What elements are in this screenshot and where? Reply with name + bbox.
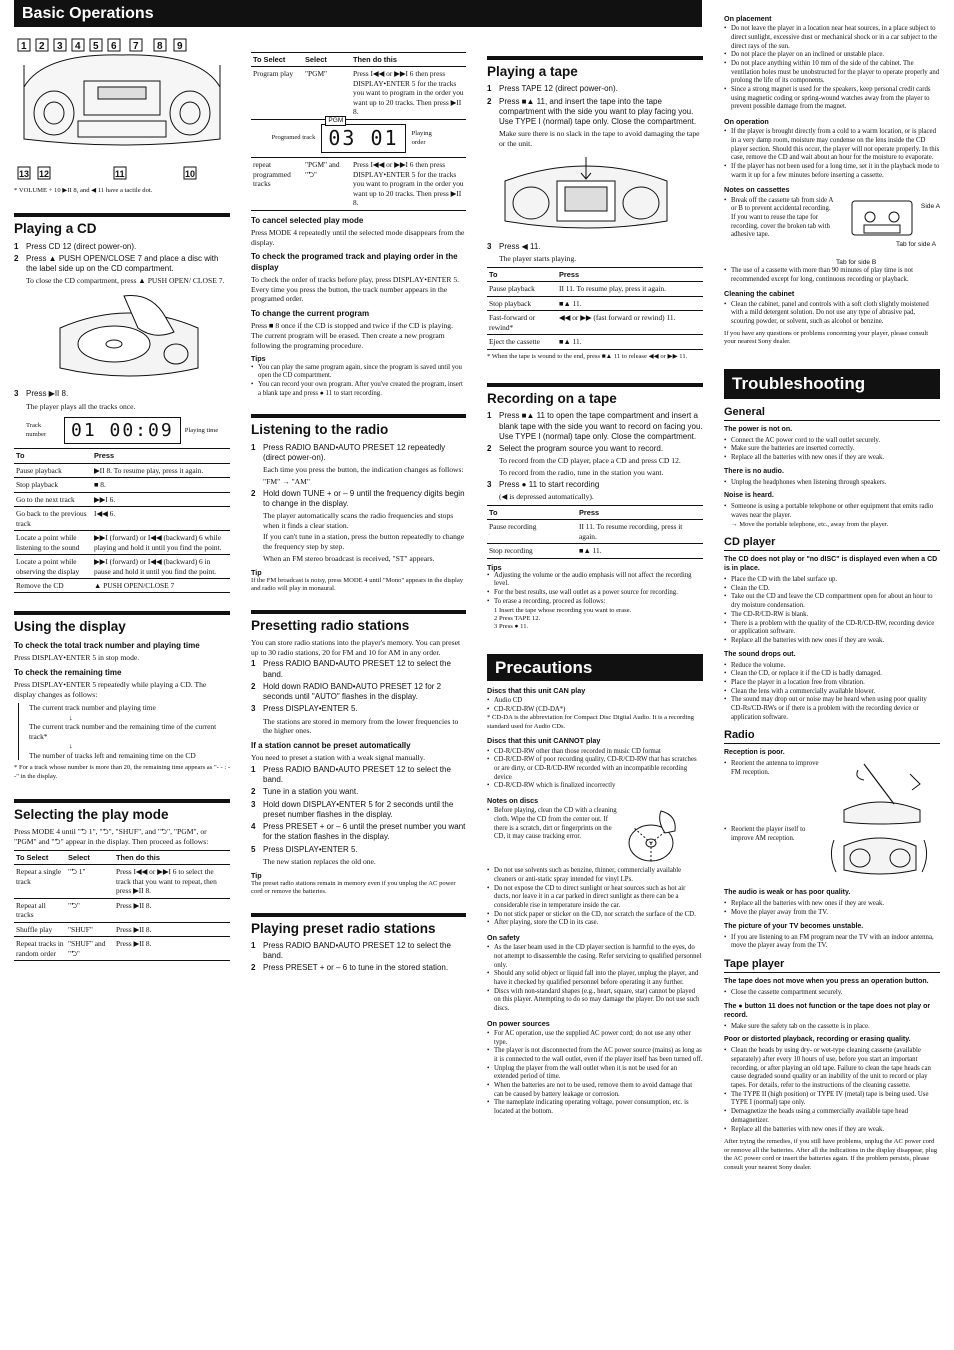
trouble-item-title: The power is not on. (724, 425, 793, 433)
trouble-item-title: The sound drops out. (724, 650, 796, 658)
trouble-item-title: The CD does not play or "no dISC" is displayed even when a CD is in place. (724, 556, 938, 573)
record-step-2: 2 Select the program source you want to record. (487, 444, 664, 454)
manual-step-4: 4 Press PRESET + or – 6 until the preset number you want for the station flashes in the display. (251, 822, 466, 842)
list-item: • Do not place anything within 10 mm of the side of the cabinet. The ventilation holes must be unobstructed for the player to operate properly and prolong the life of its components. (724, 60, 940, 86)
tape-player-subheading: Tape player (724, 957, 940, 973)
trouble-list (724, 900, 940, 917)
column-2 (251, 52, 466, 976)
radio-note: The player automatically scans the radio frequencies and stops when it finds a clear station. (263, 511, 454, 530)
troubleshooting-banner: Troubleshooting (724, 369, 940, 399)
program-tips (251, 364, 466, 399)
table-row: Program play "PGM" Press I◀◀ or ▶▶I 6 then press DISPLAY•ENTER 5 for the tracks you want to program in the order you want up to 20 tracks. Then press ▶II 8. (251, 67, 466, 119)
table-row: Repeat a single track "⮌ 1" Press I◀◀ or ▶▶I 6 to select the track that you want to repeat, then press ▶II 8. (14, 865, 230, 898)
manual-step-5: 5 Press DISPLAY•ENTER 5. (251, 844, 358, 854)
list-item: • Take out the CD and leave the CD compartment open for about an hour to dry moisture condensation. (724, 593, 940, 610)
list-item: • Someone is using a portable telephone or other equipment that emits radio waves near the player. (724, 503, 940, 520)
radio-subheading: Radio (724, 728, 940, 744)
cleaning-list (724, 301, 940, 327)
using-display-heading: Using the display (14, 611, 230, 635)
callout: 4 (75, 41, 81, 52)
cancel-mode-subheading: To cancel selected play mode (251, 215, 364, 225)
list-item: • Unplug the headphones when listening through speakers. (724, 479, 940, 488)
radio-tip-title: Tip (251, 567, 262, 577)
list-item: • Clean the cabinet, panel and controls with a soft cloth slightly moistened with a mild detergent solution. Do not use any type of abrasive pad, scouring powder, or solvent, such as alcohol or benzine. (724, 301, 940, 327)
record-tips-title: Tips (487, 562, 502, 572)
radio-note: When an FM stereo broadcast is received, "ST" appears. (263, 553, 435, 563)
list-item: • Do not leave the player in a location near heat sources, in a place subject to direct sunlight, excessive dust or mechanical shock or in a car subject to the direct rays of the sun. (724, 25, 940, 51)
table-row: Pause playback ▶II 8. To resume play, press it again. (14, 463, 230, 477)
radio-heading: Listening to the radio (251, 414, 466, 438)
trouble-list (724, 934, 940, 951)
table-row: Remove the CD ▲ PUSH OPEN/CLOSE 7 (14, 579, 230, 593)
trouble-arrow-note: → Move the portable telephone, etc., away from the player. (731, 520, 889, 528)
cassette-icon (850, 199, 920, 239)
callout: 2 (39, 41, 45, 52)
preset-step-2: 2 Hold down RADIO BAND•AUTO PRESET 12 for 2 seconds until "AUTO" flashes in the display. (251, 681, 442, 702)
table-row: Stop recording ■▲ 11. (487, 544, 703, 558)
list-item: • To erase a recording, proceed as follows: (487, 598, 703, 607)
table-row: repeat programmed tracks "PGM" and "⮌" Press I◀◀ or ▶▶I 6 then press DISPLAY•ENTER 5 for the tracks you want to program in the order you want up to 20 tracks. Then press ▶II 8. (251, 158, 466, 210)
callout: 10 (185, 169, 196, 179)
display-flow: The current track number and playing time ↓ The current track number and the remaining time of the current track* ↓ The number of tracks left and remaining time on the CD (18, 703, 230, 760)
list-item: • After playing, store the CD in its case. (487, 919, 703, 928)
cd-step-3: 3 Press ▶II 8. (14, 389, 69, 399)
trouble-item-title: Noise is heard. (724, 492, 774, 500)
table-row: Go to the next track ▶▶I 6. (14, 492, 230, 506)
table-row: Repeat all tracks "⮌" Press ▶II 8. (14, 898, 230, 922)
tape-insert-figure (501, 151, 671, 237)
cd-step-2: 2 Press ▲ PUSH OPEN/CLOSE 7 and place a disc with the label side up on the CD compartment. (14, 253, 219, 274)
tab-a-label: Tab for side A (896, 240, 936, 248)
record-heading: Recording on a tape (487, 383, 703, 407)
list-item: • For the best results, use wall outlet as a power source for recording. (487, 589, 703, 598)
trouble-item-title: The tape does not move when you press an operation button. (724, 978, 929, 986)
list-item: • The player is not disconnected from the AC power source (mains) as long as it is connected to the wall outlet, even if the player itself has been turned off. (487, 1047, 703, 1064)
cassette-subheading: Notes on cassettes (724, 185, 790, 195)
list-item: • Clean the lens with a commercially available blower. (724, 688, 940, 697)
table-row: Stop playback ■▲ 11. (487, 296, 703, 310)
list-item: 2 Press TAPE 12. (494, 614, 541, 622)
cleaning-subheading: Cleaning the cabinet (724, 289, 795, 299)
preset-tip: The preset radio stations remain in memory even if you unplug the AC power cord or remove the batteries. (251, 879, 456, 896)
callout: 13 (19, 169, 30, 179)
basic-operations-banner: Basic Operations (14, 0, 702, 27)
flow-step: The current track number and playing time (29, 703, 156, 713)
precautions-banner: Precautions (487, 654, 703, 681)
list-item: • Do not expose the CD to direct sunlight or heat sources such as hot air ducts, nor leave it in a car parked in direct sunlight as there can be a considerable rise in temperature inside the car. (487, 885, 703, 911)
cd-player-subheading: CD player (724, 535, 940, 551)
tape-note: * When the tape is wound to the end, press ■▲ 11 to release ◀◀ or ▶▶ 11. (487, 352, 688, 360)
list-item: • CD-R/CD-RW which is finalized incorrectly (487, 782, 703, 791)
table-row: Locate a point while listening to the sound ▶▶I (forward) or I◀◀ (backward) 6 while playing and hold it until you find the point. (14, 531, 230, 555)
player-front-figure (14, 35, 230, 187)
manual-step-5-note: The new station replaces the old one. (263, 856, 376, 866)
list-item: • Audio CD (487, 697, 703, 706)
tape-operations-table: To Press Pause playback II 11. To resume play, press it again. Stop playback ■▲ 11. Fast-forward or rewind* ◀◀ or ▶▶ (fast forward or rewind) 11. Eject the cassette ■▲ 11. (487, 267, 703, 350)
list-item: • When the batteries are not to be used, remove them to avoid damage that can be caused by battery leakage or corrosion. (487, 1082, 703, 1099)
callout: 8 (157, 41, 163, 52)
list-item: • Make sure the safety tab on the cassette is in place. (724, 1023, 940, 1032)
disc-notes-subheading: Notes on discs (487, 795, 539, 805)
pgm-badge: PGM (325, 116, 346, 126)
play-mode-table: To Select Select Then do this Repeat a single track "⮌ 1" Press I◀◀ or ▶▶I 6 to select the track that you want to repeat, then press ▶II 8. Repeat all tracks "⮌" Press ▶II 8. Shuffle play "SHUF" Press ▶II 8. Repeat tracks in random order "SHUF" and "⮌" Press ▶II 8. (14, 850, 230, 961)
callout: 3 (57, 41, 63, 52)
list-item: • Do not stick paper or sticker on the CD, nor scratch the surface of the CD. (487, 911, 703, 920)
cancel-mode-text: Press MODE 4 repeatedly until the selected mode disappears from the display. (251, 227, 465, 247)
list-item: • Before playing, clean the CD with a cleaning cloth. Wipe the CD from the center out. If there is a scratch, dirt or fingerprints on the CD, it may cause tracking error. (487, 807, 617, 842)
callout: 5 (93, 41, 99, 52)
trouble-list (724, 1047, 940, 1134)
list-item: 3 Press ● 11. (494, 623, 529, 631)
preset-step-3: 3 Press DISPLAY•ENTER 5. (251, 704, 358, 714)
list-item: • Reduce the volume. (724, 662, 940, 671)
operation-list (724, 128, 940, 180)
playing-cd-heading: Playing a CD (14, 213, 230, 237)
placement-list (724, 25, 940, 112)
cd-step-1: 1 Press CD 12 (direct power-on). (14, 241, 137, 251)
manual-step-3: 3 Hold down DISPLAY•ENTER 5 for 2 seconds until the preset number flashes in the display. (251, 799, 454, 819)
manual-step-1: 1 Press RADIO BAND•AUTO PRESET 12 to select the band. (251, 765, 451, 785)
list-item: • CD-R/CD-RW other than those recorded in music CD format (487, 748, 703, 757)
record-step-3-note: (◀ is depressed automatically). (499, 491, 594, 501)
list-item: • Replace all the batteries with new ones if they are weak. (724, 1126, 940, 1135)
trouble-item-title: Poor or distorted playback, recording or erasing quality. (724, 1036, 911, 1044)
tape-step-3-note: The player starts playing. (499, 254, 577, 264)
preset-step-1: 1 Press RADIO BAND•AUTO PRESET 12 to select the band. (251, 659, 451, 679)
player-diagram (14, 35, 230, 185)
list-item: • The CD-R/CD-RW is blank. (724, 611, 940, 620)
radio-step-1-note: Each time you press the button, the indication changes as follows: (263, 465, 464, 475)
callout: 7 (133, 41, 139, 52)
list-item: • Clean the heads by using dry- or wet-type cleaning cassette (available separately) after every 10 hours of use, before you start an important recording, or after playing an old tape. Failure to clean the tape heads can cause degraded sound quality or an inability of the unit to record or play tapes. For details, refer to the instructions of the cleaning cassette. (724, 1047, 940, 1090)
list-item: • The nameplate indicating operating voltage, power consumption, etc. is located at the bottom. (487, 1099, 703, 1116)
list-item: • The TYPE II (high position) or TYPE IV (metal) tape is being used. Use TYPE I (normal) tape only. (724, 1091, 940, 1108)
can-play-list (487, 697, 703, 714)
program-tips-title: Tips (251, 354, 266, 364)
list-item: • If the player has not been used for a long time, set it in the playback mode to warm it up for a few minutes before inserting a cassette. (724, 163, 940, 180)
record-tips (487, 572, 703, 607)
trouble-list (724, 576, 940, 646)
tab-b-label: Tab for side B (836, 258, 877, 266)
trouble-item-title: Reception is poor. (724, 749, 785, 757)
preset-heading: Presetting radio stations (251, 610, 466, 634)
play-mode-intro: Press MODE 4 until "⮌ 1", "⮌", "SHUF", and "⮌", "PGM", or "PGM" and "⮌" appear in the display. Then proceed as follows: (14, 827, 209, 847)
cassette-figure (840, 197, 940, 259)
safety-subheading: On safety (487, 932, 520, 942)
radio-step-2: 2 Hold down TUNE + or – 9 until the frequency digits begin to change in the display. (251, 488, 465, 508)
flow-step: The number of tracks left and remaining time on the CD (29, 750, 196, 760)
list-item: • You can record your own program. After you've created the program, insert a blank tape and press ● 11 to start recording. (251, 381, 466, 398)
trouble-list (724, 989, 940, 998)
tape-step-3: 3 Press ◀ 11. (487, 241, 541, 251)
tape-step-2: 2 Press ■▲ 11, and insert the tape into the tape compartment with the side you want to play facing you. Use TYPE I (normal) tape only. Close the compartment. (487, 96, 697, 126)
fm-reception-row (724, 760, 940, 826)
preset-intro: You can store radio stations into the player's memory. You can preset up to 30 radio stations, 20 for FM and 10 for AM in any order. (251, 638, 461, 657)
list-item: • Break off the cassette tab from side A or B to prevent accidental recording. If you want to reuse the tape for recording, cover the broken tab with adhesive tape. (724, 197, 836, 240)
preset-play-step-1: 1 Press RADIO BAND•AUTO PRESET 12 to select the band. (251, 940, 451, 961)
radio-note: If you can't tune in a station, press the button repeatedly to change the frequency step by step. (263, 532, 465, 552)
cd-insert-figure (54, 288, 204, 384)
total-track-subheading: To check the total track number and playing time (14, 640, 200, 650)
check-program-text: To check the order of tracks before play, press DISPLAY•ENTER 5. Every time you press the button, the track number appears in the programed order. (251, 274, 460, 304)
record-note: To record from the radio, tune in the station you want. (499, 467, 664, 477)
callout: 1 (21, 41, 27, 52)
list-item: • For AC operation, use the supplied AC power cord; do not use any other type. (487, 1030, 703, 1047)
play-mode-heading: Selecting the play mode (14, 799, 230, 823)
display-note: * For a track whose number is more than 20, the remaining time appears as "- - : - -" in the display. (14, 764, 231, 780)
callout: 9 (177, 41, 183, 52)
flow-step: The current track number and the remaining time of the current track* (29, 722, 217, 741)
table-row: Pause recording II 11. To resume recording, press it again. (487, 520, 703, 544)
operation-subheading: On operation (724, 117, 769, 127)
figure-note: * VOLUME + 10 ▶II 8, and ◀ 11 have a tactile dot. (14, 187, 153, 194)
list-item: • The use of a cassette with more than 90 minutes of play time is not recommended except for long, continuous recording or playback. (724, 267, 940, 284)
after-remedies-text: After trying the remedies, if you still have problems, unplug the AC power cord or remove all the batteries. After all the indications in the display disappear, plug the AC power cord or insert the batteries again. If the problem persists, please consult your nearest Sony dealer. (724, 1138, 938, 1171)
cannot-play-subheading: Discs that this unit CANNOT play (487, 736, 601, 746)
trouble-list (724, 437, 940, 463)
power-list (487, 1030, 703, 1117)
cd-lcd-display: 01 00:09 (64, 417, 181, 444)
record-step-1: 1 Press ■▲ 11 to open the tape compartment and insert a blank tape with the side you want to record on facing you. Use TYPE I (normal) tape only. Close the compartment. (487, 411, 703, 441)
table-row: Locate a point while observing the display ▶▶I (forward) or I◀◀ (backward) 6 in pause and hold it until you find the point. (14, 555, 230, 579)
cd-step-2-note: To close the CD compartment, press ▲ PUSH OPEN/ CLOSE 7. (26, 276, 225, 286)
am-reception-row (724, 826, 940, 884)
general-subheading: General (724, 405, 940, 421)
disc-clean-row (487, 807, 703, 867)
preset-play-step-2: 2 Press PRESET + or – 6 to tune in the stored station. (251, 963, 449, 973)
radio-band-flow: "FM" → "AM" (263, 476, 311, 486)
table-row: Shuffle play "SHUF" Press ▶II 8. (14, 922, 230, 936)
trouble-item-title: The picture of your TV becomes unstable. (724, 922, 864, 930)
lcd-label-programed: Programed track (271, 134, 316, 142)
callout: 12 (39, 169, 50, 179)
list-item: • Move the player away from the TV. (724, 909, 940, 918)
list-item: • Close the cassette compartment securely. (724, 989, 940, 998)
can-play-subheading: Discs that this unit CAN play (487, 685, 586, 695)
list-item: • If the player is brought directly from a cold to a warm location, or is placed in a very damp room, moisture may condense on the lens inside the CD player section. Should this occur, the player will not operate properly. In this case, remove the CD and wait about an hour for the moisture to evaporate. (724, 128, 940, 163)
change-program-subheading: To change the current program (251, 309, 370, 319)
list-item: • Replace all the batteries with new ones if they are weak. (724, 637, 940, 646)
list-item: • Since a strong magnet is used for the speakers, keep personal credit cards using magnetic coding or spring-wound watches away from the player to prevent possible damage from the magnet. (724, 86, 940, 112)
list-item: • CD-R/CD-RW of poor recording quality, CD-R/CD-RW that has scratches or are dirty, or CD-R/CD-RW recorded with an incompatible recording device (487, 756, 703, 782)
reorient-figure (824, 826, 934, 884)
program-lcd-display: 03 01 (321, 124, 405, 154)
program-lcd-figure (251, 116, 466, 154)
manual-preset-subheading: If a station cannot be preset automatically (251, 741, 411, 751)
lcd-label-time: Playing time (184, 426, 219, 434)
trouble-item-title: The audio is weak or has poor quality. (724, 889, 851, 897)
total-track-text: Press DISPLAY•ENTER 5 in stop mode. (14, 652, 140, 662)
callout: 11 (115, 169, 125, 179)
list-item: • The sound may drop out or noise may be heard when using poor quality CD-Rs/CD-RWs or if there is a problem with the recording device or application software. (724, 696, 940, 722)
list-item: • Demagnetize the heads using a commercially available tape head demagnetizer. (724, 1108, 940, 1125)
trouble-item-title: There is no audio. (724, 467, 784, 475)
cd-operations-table: To Press Pause playback ▶II 8. To resume play, press it again. Stop playback ■ 8. Go to the next track ▶▶I 6. Go back to the previous track I◀◀ 6. Locate a point while listening to the sound ▶▶I (forward) or I◀◀ (backward) 6 while playing and hold it until you find the point. Locate a point while observing the display ▶▶I (forward) or I◀◀ (backward) 6 in pause and hold it until you find the point. Remove the CD ▲ PUSH OPEN/CLOSE 7 (14, 448, 230, 593)
list-item: • Place the CD with the label surface up. (724, 576, 940, 585)
lcd-label-track: Track number (26, 422, 47, 438)
preset-tip-title: Tip (251, 870, 262, 880)
record-operations-table: To Press Pause recording II 11. To resume recording, press it again. Stop recording ■▲ 11. (487, 505, 703, 559)
column-3 (487, 56, 703, 1117)
list-item: • If you are listening to an FM program near the TV with an indoor antenna, move the player away from the TV. (724, 934, 940, 951)
preset-play-heading: Playing preset radio stations (251, 913, 466, 937)
cdda-note: * CD-DA is the abbreviation for Compact Disc Digital Audio. It is a recording standard used for Audio CDs. (487, 714, 694, 730)
trouble-list (724, 479, 940, 488)
cd-step-3-note: The player plays all the tracks once. (26, 401, 136, 411)
check-program-subheading: To check the programed track and playing order in the display (251, 252, 458, 272)
safety-list (487, 944, 703, 1014)
list-item: 1 Insert the tape whose recording you want to erase. (494, 606, 632, 614)
table-row: Stop playback ■ 8. (14, 478, 230, 492)
list-item: • There is a problem with the quality of the CD-R/CD-RW, recording device or application software. (724, 620, 940, 637)
cd-lcd-figure (26, 417, 230, 444)
list-item: • Make sure the batteries are inserted correctly. (724, 445, 940, 454)
record-step-3: 3 Press ● 11 to start recording (487, 479, 600, 489)
list-item: • You can play the same program again, since the program is saved until you open the CD compartment. (251, 364, 466, 381)
manual-preset-text: You need to preset a station with a weak signal manually. (251, 753, 425, 763)
list-item: • Do not place the player on an inclined or unstable place. (724, 51, 940, 60)
remaining-time-subheading: To check the remaining time (14, 667, 122, 677)
list-item: • Clean the CD. (724, 585, 940, 594)
placement-subheading: On placement (724, 14, 772, 23)
list-item: • Discs with non-standard shapes (e.g., heart, square, star) cannot be played on this player. Attempting to do so may damage the player. Do not use such discs. (487, 988, 703, 1014)
list-item: • As the laser beam used in the CD player section is harmful to the eyes, do not attempt to disassemble the casing. Refer servicing to qualified personnel only. (487, 944, 703, 970)
list-item: • Connect the AC power cord to the wall outlet securely. (724, 437, 940, 446)
list-item: • Adjusting the volume or the audio emphasis will not affect the recording level. (487, 572, 703, 589)
tape-heading: Playing a tape (487, 56, 703, 80)
side-a-label: Side A (920, 202, 940, 210)
table-row: Repeat tracks in random order "SHUF" and "⮌" Press ▶II 8. (14, 937, 230, 961)
list-item: • Do not use solvents such as benzine, thinner, commercially available cleaners or anti-static spray intended for vinyl LPs. (487, 867, 703, 884)
record-note: To record from the CD player, place a CD and press CD 12. (499, 456, 681, 466)
table-row: Eject the cassette ■▲ 11. (487, 335, 703, 349)
cassette-note-list (724, 267, 940, 284)
list-item: • Unplug the player from the wall outlet when it is not be used for an extended period of time. (487, 1065, 703, 1082)
column-4 (724, 14, 940, 1172)
trouble-item-title: The ● button 11 does not function or the tape does not play or record. (724, 1002, 931, 1019)
preset-step-3-note: The stations are stored in memory from the lower frequencies to the higher ones. (263, 716, 459, 736)
questions-text: If you have any questions or problems concerning your player, please consult your nearest Sony dealer. (724, 329, 929, 346)
list-item: • CD-R/CD-RW (CD-DA*) (487, 706, 703, 715)
disc-cleaning-figure (621, 807, 687, 867)
table-row: Go back to the previous track I◀◀ 6. (14, 507, 230, 531)
column-1 (14, 0, 230, 964)
radio-tip: If the FM broadcast is noisy, press MODE 4 until "Mono" appears in the display and radio will play in monaural. (251, 576, 464, 593)
list-item: • Replace all the batteries with new ones if they are weak. (724, 454, 940, 463)
antenna-figure (824, 760, 934, 826)
list-item: • Reorient the player itself to improve AM reception. (724, 826, 824, 843)
tape-step-1: 1 Press TAPE 12 (direct power-on). (487, 84, 618, 94)
table-row: Pause playback II 11. To resume play, press it again. (487, 282, 703, 296)
table-row: Fast-forward or rewind* ◀◀ or ▶▶ (fast forward or rewind) 11. (487, 311, 703, 335)
program-table: To Select Select Then do this Program play "PGM" Press I◀◀ or ▶▶I 6 then press DISPLAY•ENTER 5 for the tracks you want to program in the order you want up to 20 tracks. Then press ▶II 8. Programed track PGM 03 01 Playing order repeat programmed tracks "PGM" and "⮌" Press I◀◀ or ▶▶I 6 then press DISPLAY•ENTER 5 for the tracks you want to program in the order you want up to 20 tracks. Then press ▶II 8. (251, 52, 466, 211)
list-item: • Clean the CD, or replace it if the CD is badly damaged. (724, 670, 940, 679)
list-item: • Replace all the batteries with new ones if they are weak. (724, 900, 940, 909)
list-item: • Place the player in a location free from vibration. (724, 679, 940, 688)
disc-notes-list (487, 867, 703, 928)
callout: 6 (111, 41, 117, 52)
lcd-label-order: Playing order (411, 130, 432, 146)
remaining-time-text: Press DISPLAY•ENTER 5 repeatedly while playing a CD. The display changes as follows: (14, 679, 207, 699)
cannot-play-list (487, 748, 703, 791)
radio-step-1: 1 Press RADIO BAND•AUTO PRESET 12 repeatedly (direct power-on). (251, 442, 446, 462)
erase-steps (487, 607, 703, 632)
list-item: • Should any solid object or liquid fall into the player, unplug the player, and have it checked by qualified personnel before operating it any further. (487, 970, 703, 987)
power-subheading: On power sources (487, 1018, 550, 1028)
trouble-list (724, 662, 940, 723)
trouble-list (724, 1023, 940, 1032)
list-item: • Reorient the antenna to improve FM reception. (724, 760, 824, 777)
manual-step-2: 2 Tune in a station you want. (251, 787, 359, 797)
tape-step-2-note: Make sure there is no slack in the tape to avoid damaging the tape or the unit. (499, 129, 700, 148)
cassette-row (724, 197, 940, 259)
change-program-text: Press ■ 8 once if the CD is stopped and twice if the CD is playing. The current program will be erased. Then create a new program following the programing procedure. (251, 321, 453, 350)
trouble-list (724, 503, 940, 520)
